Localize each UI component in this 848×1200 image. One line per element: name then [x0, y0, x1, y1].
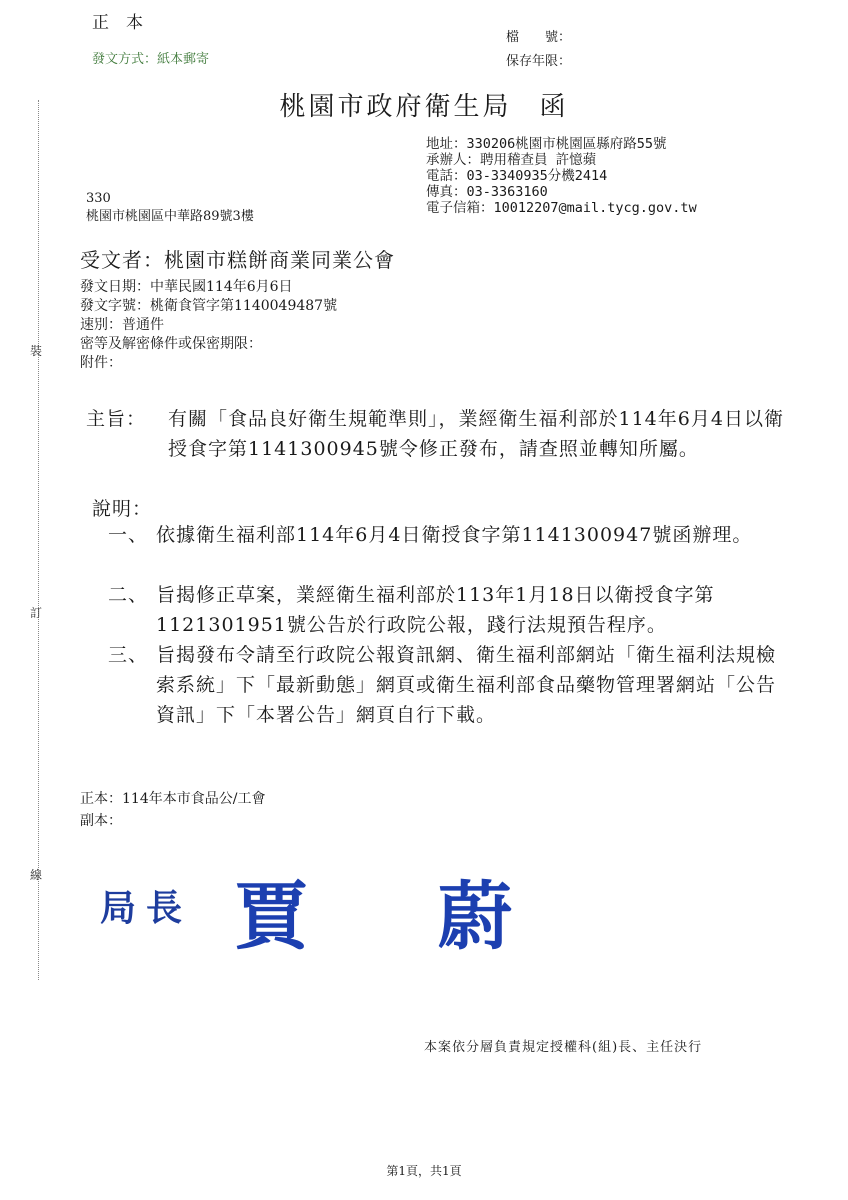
subject	[86, 404, 786, 464]
distribution	[80, 788, 265, 832]
copy-label: 正 本	[92, 13, 143, 33]
sender-address: 地址：330206桃園市桃園區縣府路55號	[426, 136, 667, 152]
item-text: 依據衛生福利部114年6月4日衛授食字第1141300947號函辦理。	[156, 524, 753, 546]
item-number: 二、	[108, 584, 149, 606]
subject-text: 有關「食品良好衛生規範準則」，業經衛生福利部於114年6月4日以衛授食字第1141300945號令修正發布，請查照並轉知所屬。	[168, 408, 784, 460]
issue-date: 發文日期：中華民國114年6月6日	[80, 279, 293, 295]
item-text: 旨揭發布令請至行政院公報資訊網、衛生福利部網站「衛生福利法規檢索系統」下「最新動態」網頁或衛生福利部食品藥物管理署網站「公告資訊」下「本署公告」網頁自行下載。	[156, 644, 777, 726]
delegation-note: 本案依分層負責規定授權科(組)長、主任決行	[424, 1040, 703, 1055]
recipient: 受文者：桃園市糕餅商業同業公會	[80, 248, 395, 272]
file-number-label: 檔 號：	[506, 30, 572, 45]
sender-email: 電子信箱：10012207@mail.tycg.gov.tw	[426, 200, 697, 216]
item-number: 一、	[108, 524, 149, 546]
binding-mark-xian: 線	[30, 868, 43, 882]
explanation-item-2	[108, 580, 788, 640]
binding-line	[38, 100, 39, 980]
recipient-address	[86, 190, 254, 226]
sender-fax: 傳真：03-3363160	[426, 184, 548, 200]
signature-title: 局長	[100, 887, 193, 929]
document-number: 發文字號：桃衛食管字第1140049487號	[80, 298, 338, 314]
signature-name-2: 蔚	[438, 874, 512, 960]
retention-label: 保存年限：	[506, 54, 572, 69]
sender-phone: 電話：03-3340935分機2414	[426, 168, 608, 184]
sender-info	[426, 136, 697, 216]
signature-name-1: 賈	[234, 874, 308, 960]
main-recipient: 正本：114年本市食品公/工會	[80, 791, 266, 807]
attachments: 附件：	[80, 355, 122, 371]
explanation-item-3	[108, 640, 788, 730]
subject-label: 主旨：	[86, 408, 147, 430]
doc-type: 函	[539, 92, 569, 122]
agency-name: 桃園市政府衛生局	[279, 92, 512, 122]
binding-mark-ding: 訂	[30, 606, 43, 620]
recipient-street: 桃園市桃園區中華路89號3樓	[86, 209, 254, 224]
urgency: 速別：普通件	[80, 317, 164, 333]
item-text: 旨揭修正草案，業經衛生福利部於113年1月18日以衛授食字第1121301951號公告於行政院公報，踐行法規預告程序。	[156, 584, 715, 636]
document-title	[0, 86, 848, 123]
item-number: 三、	[108, 644, 149, 666]
explanation-label: 說明：	[92, 498, 153, 520]
copy-recipient: 副本：	[80, 813, 122, 829]
confidentiality: 密等及解密條件或保密期限：	[80, 336, 262, 352]
sender-officer: 承辦人：聘用稽查員 許憶蘋	[426, 152, 597, 168]
document-meta	[80, 278, 337, 373]
send-method: 發文方式：紙本郵寄	[92, 52, 210, 67]
explanation-item-1	[108, 520, 788, 550]
binding-mark-zhuang: 裝	[30, 344, 43, 358]
page-number: 第1頁，共1頁	[386, 1164, 462, 1178]
recipient-zip: 330	[86, 191, 111, 206]
